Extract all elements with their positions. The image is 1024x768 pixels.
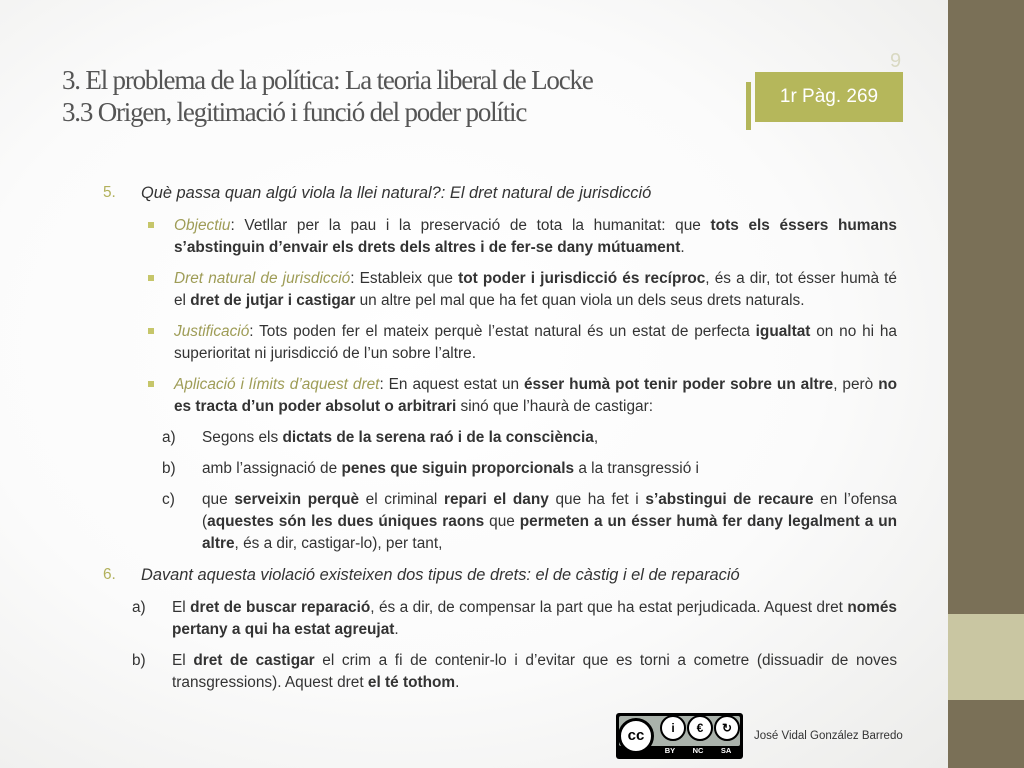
cc-logo-icon: cc bbox=[618, 718, 654, 754]
list-item-5 bbox=[100, 182, 897, 205]
square-bullet-icon bbox=[148, 381, 154, 387]
right-band-top bbox=[948, 0, 1024, 614]
square-bullet-icon bbox=[148, 328, 154, 334]
bullet-text: , però bbox=[833, 376, 879, 393]
bullet-text: sinó que l’haurà de castigar: bbox=[456, 398, 653, 415]
bullet-dret-natural bbox=[174, 268, 897, 312]
subitem-text: el criminal bbox=[359, 491, 444, 508]
subitem-letter: c) bbox=[162, 491, 175, 508]
subitem-text: que bbox=[484, 513, 520, 530]
bullet-text: : Estableix que bbox=[350, 270, 459, 287]
bullet-label: Objectiu bbox=[174, 217, 231, 234]
item-number: 6. bbox=[103, 566, 116, 583]
sharealike-icon: ↻ bbox=[714, 715, 740, 741]
subitem-text: El bbox=[172, 652, 194, 669]
bullet-label: Aplicació i límits d’aquest dret bbox=[174, 376, 380, 393]
subitem-bold: el té tothom bbox=[367, 674, 456, 691]
subitem-5b bbox=[162, 458, 897, 480]
item-heading: Davant aquesta violació existeixen dos tipus de drets: el de càstig i el de reparació bbox=[141, 566, 740, 584]
subitem-bold: dictats de la serena raó i de la consciència bbox=[282, 429, 594, 446]
author-name: José Vidal González Barredo bbox=[754, 730, 903, 742]
subitem-text: que bbox=[202, 491, 235, 508]
subitem-bold: repari el dany bbox=[443, 491, 549, 508]
subitem-bold: només pertany a qui ha estat agreujat bbox=[172, 599, 897, 638]
bullet-bold: no es tracta d’un poder absolut o arbitrari bbox=[174, 376, 897, 415]
subitem-bold: serveixin perquè bbox=[234, 491, 360, 508]
subitem-letter: b) bbox=[162, 460, 176, 477]
slide-title bbox=[62, 64, 742, 128]
bullet-bold: igualtat bbox=[755, 323, 811, 340]
bullet-justificacio bbox=[174, 321, 897, 365]
subitem-text: El bbox=[172, 599, 191, 616]
bullet-label: Dret natural de jurisdicció bbox=[174, 270, 351, 287]
subitem-text: que ha fet i bbox=[548, 491, 646, 508]
page-tag-bar bbox=[746, 82, 751, 130]
cc-license-labels bbox=[656, 746, 740, 755]
subitem-text: . bbox=[394, 621, 399, 638]
bullet-text: : Tots poden fer el mateix perquè l’estat natural és un estat de perfecta bbox=[249, 323, 756, 340]
bullet-text: : Vetllar per la pau i la preservació de tota la humanitat: que bbox=[230, 217, 711, 234]
right-band-accent bbox=[948, 614, 1024, 700]
subitem-text: , és a dir, castigar-lo), per tant, bbox=[234, 535, 443, 552]
item-heading: Què passa quan algú viola la llei natural?: El dret natural de jurisdicció bbox=[141, 184, 652, 202]
subitem-bold: s’abstingui de recaure bbox=[645, 491, 814, 508]
bullet-bold: dret de jutjar i castigar bbox=[190, 292, 356, 309]
subitem-text: en l’ofensa ( bbox=[202, 491, 897, 530]
bullet-label: Justificació bbox=[174, 323, 250, 340]
subitem-text: el crim a fi de contenir-lo i d’evitar que es torni a cometre (dissuadir de noves transgressions). Aquest dret bbox=[172, 652, 898, 691]
bullet-bold: ésser humà pot tenir poder sobre un altre bbox=[524, 376, 834, 393]
subitem-text: , bbox=[593, 429, 599, 446]
subitem-bold: aquestes són les dues úniques raons bbox=[207, 513, 485, 530]
bullet-text: un altre pel mal que ha fet quan viola un dels seus drets naturals. bbox=[355, 292, 805, 309]
list-item-6 bbox=[100, 564, 897, 587]
title-line-1: 3. El problema de la política: La teoria liberal de Locke bbox=[62, 65, 593, 95]
cc-sa-label: SA bbox=[720, 746, 732, 755]
bullet-text: . bbox=[680, 239, 685, 256]
bullet-bold: tot poder i jurisdicció és recíproc bbox=[458, 270, 706, 287]
creative-commons-badge[interactable] bbox=[616, 713, 743, 759]
cc-nc-label: NC bbox=[692, 746, 704, 755]
subitem-bold: penes que siguin proporcionals bbox=[341, 460, 575, 477]
right-band-bottom bbox=[948, 700, 1024, 768]
bullet-aplicacio bbox=[174, 374, 897, 418]
subitem-bold: dret de buscar reparació bbox=[190, 599, 371, 616]
subitem-6a bbox=[132, 597, 897, 641]
page-reference-tag: 1r Pàg. 269 bbox=[755, 72, 903, 122]
subitem-text: . bbox=[455, 674, 460, 691]
cc-by-label: BY bbox=[664, 746, 676, 755]
subitem-bold: dret de castigar bbox=[193, 652, 315, 669]
bullet-text: , és a dir, tot ésser humà té el bbox=[174, 270, 897, 309]
slide-number: 9 bbox=[890, 50, 902, 72]
noncommercial-icon: € bbox=[687, 715, 713, 741]
subitem-letter: a) bbox=[132, 599, 146, 616]
subitem-letter: b) bbox=[132, 652, 146, 669]
subitem-text: Segons els bbox=[202, 429, 283, 446]
square-bullet-icon bbox=[148, 222, 154, 228]
title-line-2: 3.3 Origen, legitimació i funció del poder polític bbox=[62, 97, 527, 127]
subitem-bold: permeten a un ésser humà fer dany legalment a un altre bbox=[202, 513, 897, 552]
subitem-text: , és a dir, de compensar la part que ha estat perjudicada. Aquest dret bbox=[370, 599, 848, 616]
bullet-text: on no hi ha superioritat ni jurisdicció de l’un sobre l’altre. bbox=[174, 323, 897, 362]
item-number: 5. bbox=[103, 184, 116, 201]
slide-content bbox=[100, 182, 897, 703]
subitem-text: a la transgressió i bbox=[574, 460, 699, 477]
bullet-objectiu bbox=[174, 215, 897, 259]
bullet-text: : En aquest estat un bbox=[379, 376, 524, 393]
subitem-5c bbox=[162, 489, 897, 555]
subitem-5a bbox=[162, 427, 897, 449]
square-bullet-icon bbox=[148, 275, 154, 281]
bullet-bold: tots els éssers humans s’abstinguin d’envair els drets dels altres i de fer-se dany mútuament bbox=[174, 217, 897, 256]
subitem-text: amb l’assignació de bbox=[202, 460, 342, 477]
subitem-6b bbox=[132, 650, 898, 694]
subitem-letter: a) bbox=[162, 429, 176, 446]
attribution-icon: i bbox=[660, 715, 686, 741]
